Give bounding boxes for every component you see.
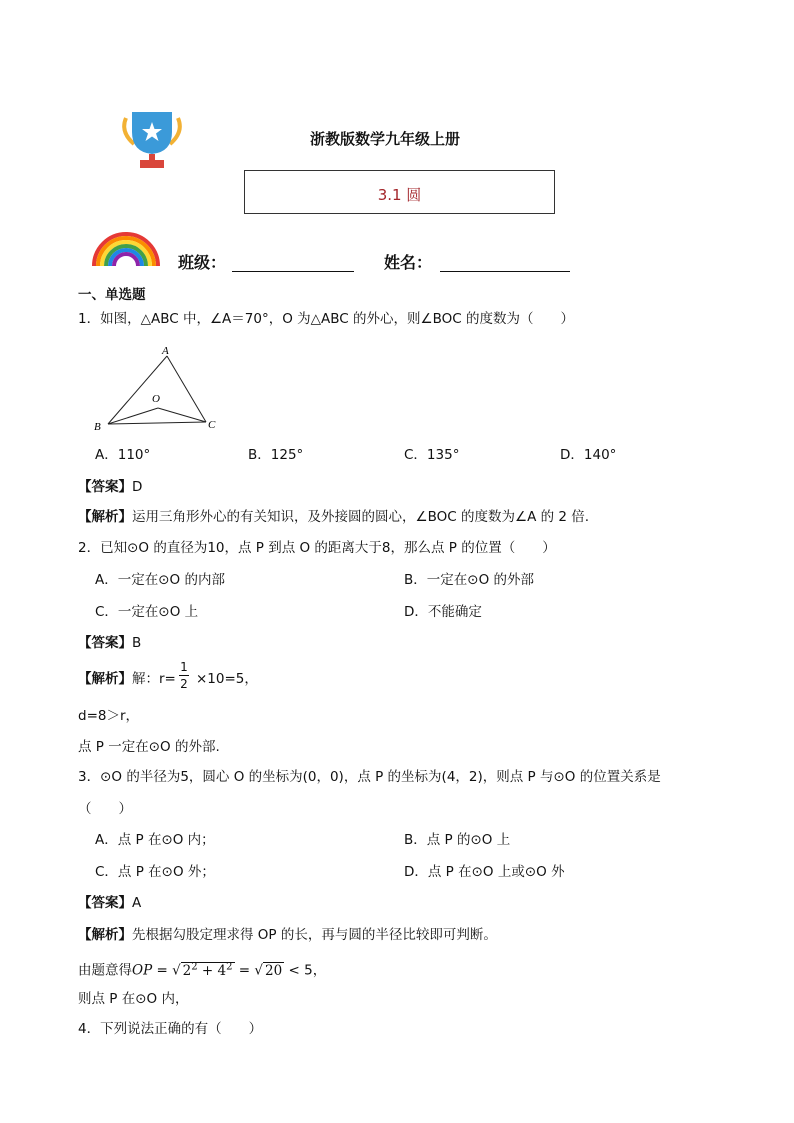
q3-calc-pre: 由题意得 — [78, 962, 132, 979]
q3-answer — [78, 894, 141, 912]
name-input-line[interactable] — [440, 271, 570, 272]
class-label: 班级： — [178, 253, 227, 272]
q2-analysis-line3: 点 P 一定在⊙O 的外部. — [78, 739, 220, 755]
q3-option-a[interactable]: A．点 P 在⊙O 内； — [95, 832, 215, 848]
q2-frac-bar — [179, 675, 189, 676]
q3-analysis — [78, 926, 497, 944]
chapter-title: 3.1 圆 — [377, 186, 422, 204]
q3-option-c[interactable]: C．点 P 在⊙O 外； — [95, 864, 215, 880]
q1-option-c[interactable]: C．135° — [404, 447, 460, 463]
q3-option-d[interactable]: D．点 P 在⊙O 上或⊙O 外 — [404, 864, 565, 880]
q2-frac-num: 1 — [180, 660, 188, 674]
class-input-line[interactable] — [232, 271, 354, 272]
q1-label-b: B — [94, 421, 101, 433]
chapter-box — [244, 170, 555, 214]
q3-sqrt-c: 20 — [265, 962, 283, 979]
q2-analysis-tag: 【解析】 — [78, 671, 132, 687]
q3-stem-line1: 3．⊙O 的半径为5，圆心 O 的坐标为(0，0)，点 P 的坐标为(4，2)，则点 P 与⊙O 的位置关系是 — [78, 769, 661, 785]
q2-analysis-post: ×10=5， — [196, 671, 258, 687]
q2-analysis-line1 — [78, 670, 176, 688]
page-title: 浙教版数学九年级上册 — [310, 130, 461, 148]
q1-analysis-text: 运用三角形外心的有关知识，及外接圆的圆心，∠BOC 的度数为∠A 的 2 倍. — [132, 509, 590, 525]
q2-frac-den: 2 — [180, 677, 188, 691]
q1-label-o: O — [152, 393, 160, 405]
q3-sqrt-1: √ $2^2 + 4^2$ — [172, 961, 233, 979]
q1-label-c: C — [208, 419, 216, 431]
q1-answer-tag: 【答案】 — [78, 479, 132, 495]
q3-conclusion: 则点 P 在⊙O 内， — [78, 991, 189, 1007]
trophy-icon — [118, 110, 186, 170]
q3-answer-tag: 【答案】 — [78, 895, 132, 911]
q1-answer-value: D — [132, 479, 143, 495]
q3-answer-value: A — [132, 895, 142, 911]
q1-answer — [78, 478, 142, 496]
q1-analysis — [78, 508, 589, 526]
q2-stem: 2．已知⊙O 的直径为10，点 P 到点 O 的距离大于8，那么点 P 的位置（ ） — [78, 540, 556, 556]
q1-analysis-tag: 【解析】 — [78, 509, 132, 525]
q1-triangle-figure — [92, 342, 222, 434]
q3-analysis-tag: 【解析】 — [78, 927, 132, 943]
q1-label-a: A — [162, 345, 169, 357]
q2-answer — [78, 634, 141, 652]
q1-option-d[interactable]: D．140° — [560, 447, 617, 463]
q3-analysis-text: 先根据勾股定理求得 OP 的长，再与圆的半径比较即可判断。 — [132, 927, 497, 943]
q3-option-b[interactable]: B．点 P 的⊙O 上 — [404, 832, 511, 848]
q2-option-a[interactable]: A．一定在⊙O 的内部 — [95, 572, 225, 588]
name-label: 姓名： — [384, 253, 433, 272]
q2-analysis-line2: d=8＞r， — [78, 708, 140, 724]
q3-calc-post: < 5， — [284, 962, 327, 979]
q2-analysis-pre: 解：r= — [132, 671, 176, 687]
q3-sqrt-a: 2 — [182, 962, 192, 979]
q3-calc-eq: = — [152, 962, 173, 979]
q2-option-d[interactable]: D．不能确定 — [404, 604, 482, 620]
q3-sqrt-b: 4 — [217, 962, 227, 979]
q2-option-c[interactable]: C．一定在⊙O 上 — [95, 604, 199, 620]
section-heading: 一、单选题 — [78, 287, 146, 303]
q1-stem: 1．如图，△ABC 中，∠A＝70°，O 为△ABC 的外心，则∠BOC 的度数为（ ） — [78, 311, 574, 327]
q2-answer-value: B — [132, 635, 142, 651]
q2-answer-tag: 【答案】 — [78, 635, 132, 651]
q1-option-b[interactable]: B．125° — [248, 447, 304, 463]
q3-stem-line2: （ ） — [78, 801, 132, 817]
rainbow-icon — [90, 228, 162, 268]
q3-calc: 由题意得OP = √ $2^2 + 4^2$ = √ 20 < 5， — [78, 961, 327, 979]
q1-option-a[interactable]: A．110° — [95, 447, 151, 463]
q3-calc-op: OP — [132, 962, 153, 979]
q3-sqrt-2: √ 20 — [254, 962, 283, 979]
q4-stem: 4．下列说法正确的有（ ） — [78, 1021, 263, 1037]
q2-option-b[interactable]: B．一定在⊙O 的外部 — [404, 572, 534, 588]
